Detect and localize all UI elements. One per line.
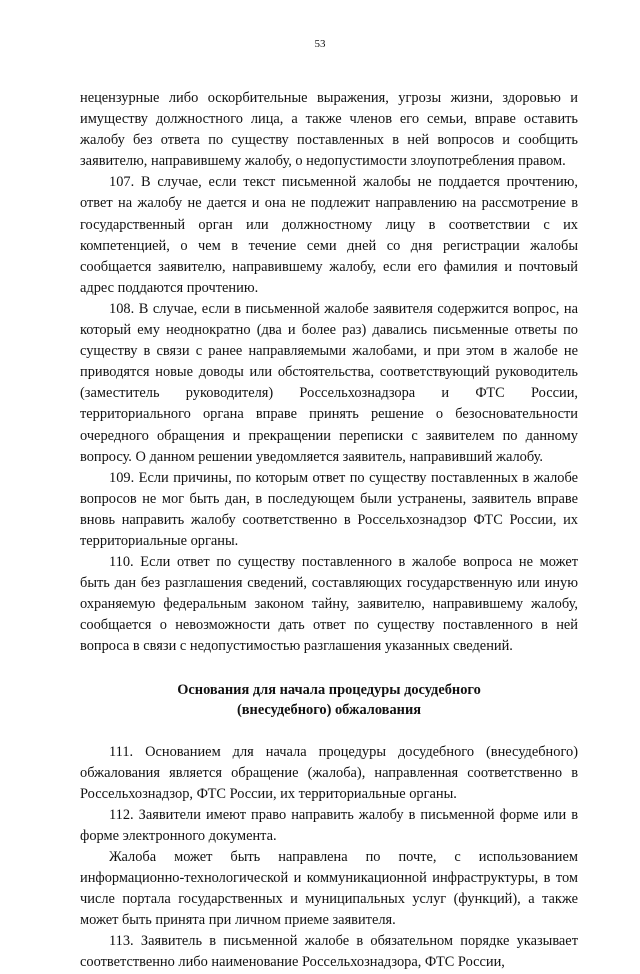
paragraph-continuation: нецензурные либо оскорбительные выражения, угрозы жизни, здоровью и имуществу должностного лица, а также членов его семьи, вправе оставить жалобу без ответа по существу поставленных в ней вопросов и сообщить заявителю, направившему жалобу, о недопустимости злоупотребления правом. bbox=[80, 90, 578, 170]
document-body bbox=[80, 88, 578, 974]
paragraph-112-continued: Жалоба может быть направлена по почте, с использованием информационно-технологической и коммуникационной инфраструктуры, в том числе портала государственных и муниципальных услуг (функций), а также может быть принята при личном приеме заявителя. bbox=[80, 849, 578, 929]
paragraph-109: 109. Если причины, по которым ответ по существу поставленных в жалобе вопросов не мог быть дан, в последующем были устранены, заявитель вправе вновь направить жалобу соответственно в Россельхознадзор ФТС России, их территориальные органы. bbox=[80, 469, 578, 549]
paragraph-112: 112. Заявители имеют право направить жалобу в письменной форме или в форме электронного документа. bbox=[80, 806, 578, 844]
paragraph-108: 108. В случае, если в письменной жалобе заявителя содержится вопрос, на который ему неоднократно (два и более раз) давались письменные ответы по существу в связи с ранее направляемыми жалобами, и при этом в жалобе не приводятся новые доводы или обстоятельства, соответствующий руководитель (заместитель руководителя) Россельхознадзора и ФТС России, территориального органа вправе принять решение о безосновательности очередного обращения и прекращении переписки с заявителем по данному вопросу. О данном решении уведомляется заявитель, направивший жалобу. bbox=[80, 300, 578, 465]
paragraph-111: 111. Основанием для начала процедуры досудебного (внесудебного) обжалования является обращение (жалоба), направленная соответственно в Россельхознадзор, ФТС России, их территориальные органы. bbox=[80, 743, 578, 802]
section-heading-line-2: (внесудебного) обжалования bbox=[236, 701, 422, 718]
section-heading bbox=[80, 680, 578, 720]
paragraph-107: 107. В случае, если текст письменной жалобы не поддается прочтению, ответ на жалобу не дается и она не подлежит направлению на рассмотрение в государственный орган или должностному лицу в соответствии с их компетенцией, о чем в течение семи дней со дня регистрации жалобы сообщается заявителю, направившему жалобу, если его фамилия и почтовый адрес поддаются прочтению. bbox=[80, 174, 578, 296]
page-number: 53 bbox=[314, 38, 326, 50]
paragraph-113: 113. Заявитель в письменной жалобе в обязательном порядке указывает соответственно либо наименование Россельхознадзора, ФТС России, bbox=[80, 933, 578, 971]
section-heading-line-1: Основания для начала процедуры досудебного bbox=[177, 681, 481, 698]
paragraph-110: 110. Если ответ по существу поставленного в жалобе вопроса не может быть дан без разглашения сведений, составляющих государственную или иную охраняемую федеральным законом тайну, заявителю, направившему жалобу, сообщается о невозможности дать ответ по существу поставленного в ней вопроса в связи с недопустимостью разглашения указанных сведений. bbox=[80, 554, 578, 655]
